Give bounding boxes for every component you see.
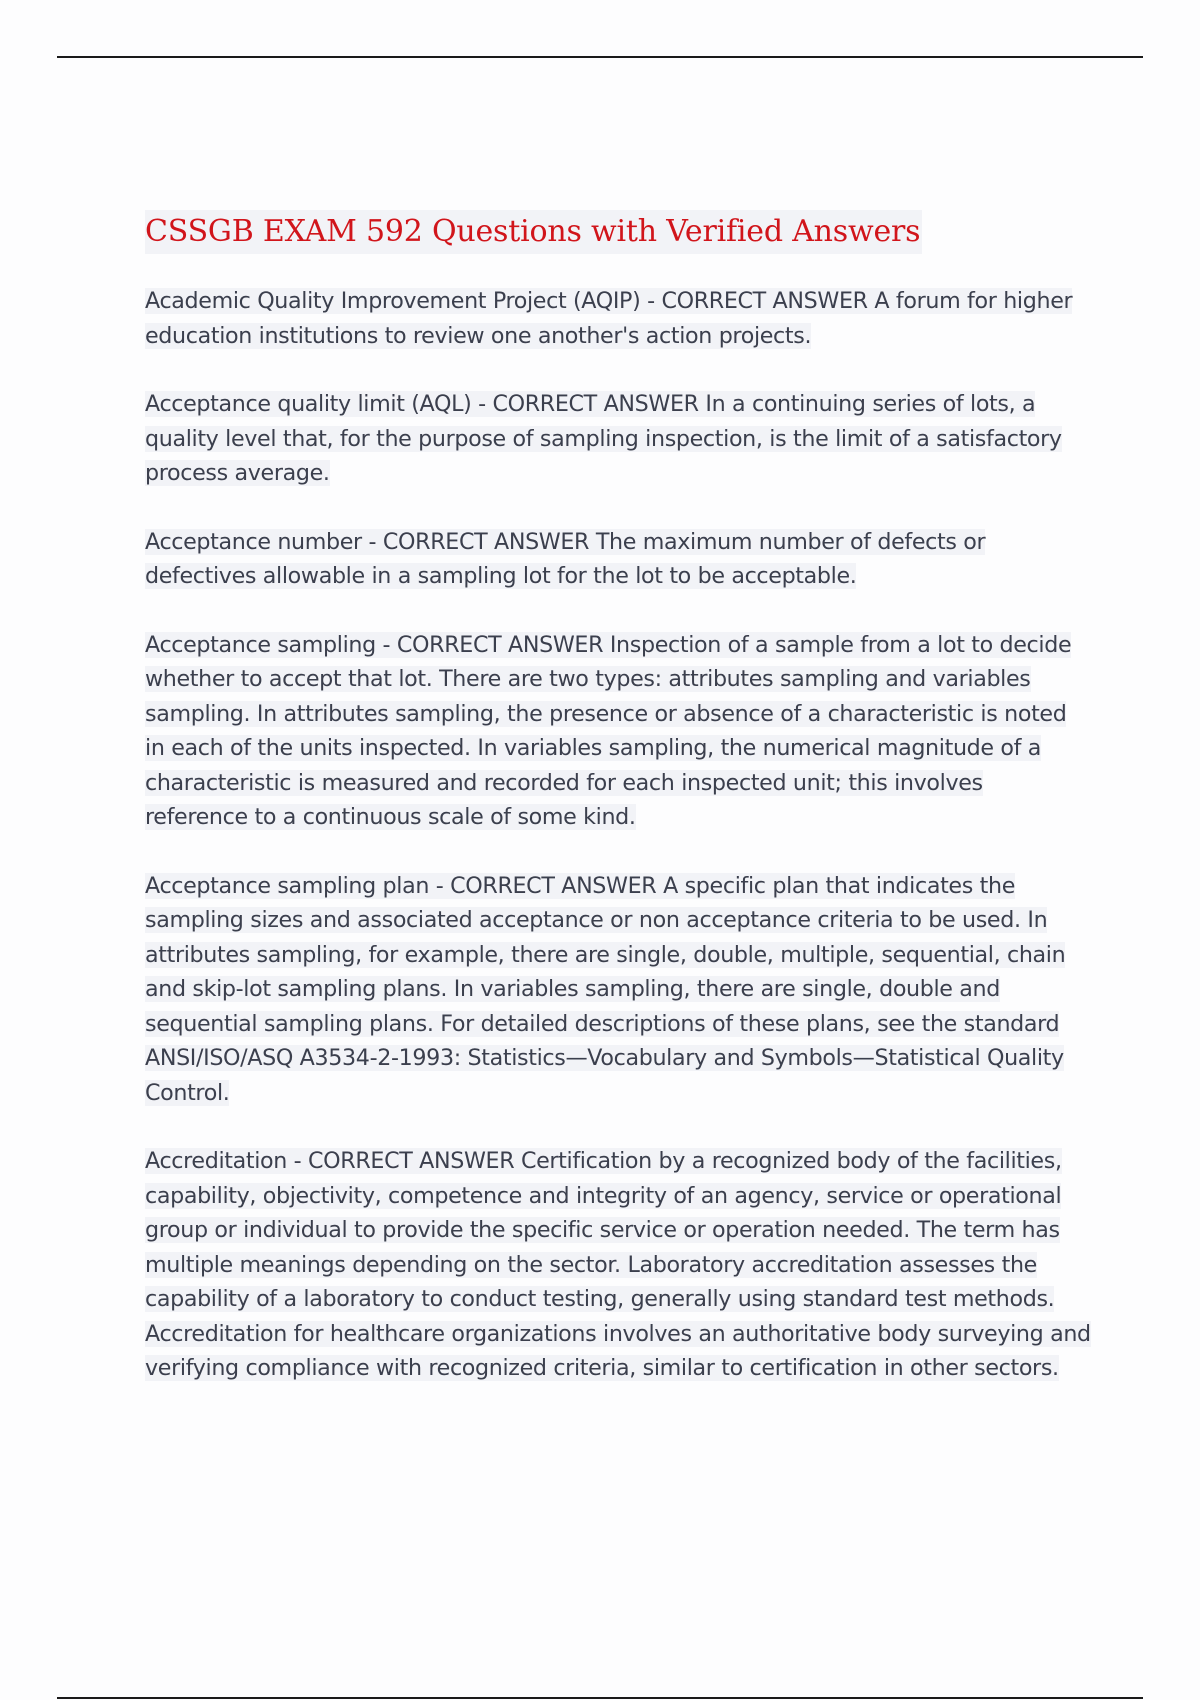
definition-text: Acceptance sampling plan - CORRECT ANSWER A specific plan that indicates the sampling sizes and associated acceptance or non acceptance criteria to be used. In attributes sampling, for example, there are single, double, multiple, sequential, chain and skip-lot sampling plans. In variables sampling, there are single, double and sequential sampling plans. For detailed descriptions of these plans, see the standard ANSI/ISO/ASQ A3534-2-1993: Statistics—Vocabulary and Symbols—Statistical Quality Control. bbox=[145, 872, 1066, 1106]
definition-entry bbox=[145, 869, 1091, 1111]
document-body bbox=[145, 210, 1091, 1420]
definition-entry bbox=[145, 525, 1091, 594]
definition-entry bbox=[145, 387, 1091, 491]
definition-text: Academic Quality Improvement Project (AQIP) - CORRECT ANSWER A forum for higher education institutions to review one another's action projects. bbox=[145, 288, 1073, 349]
bottom-divider bbox=[57, 1697, 1143, 1699]
definition-text: Acceptance sampling - CORRECT ANSWER Inspection of a sample from a lot to decide whether to accept that lot. There are two types: attributes sampling and variables sampling. In attributes sampling, the presence or absence of a characteristic is noted in each of the units inspected. In variables sampling, the numerical magnitude of a characteristic is measured and recorded for each inspected unit; this involves reference to a continuous scale of some kind. bbox=[145, 631, 1072, 830]
definition-entry bbox=[145, 1144, 1091, 1386]
definition-entry bbox=[145, 628, 1091, 835]
definition-text: Acceptance quality limit (AQL) - CORRECT ANSWER In a continuing series of lots, a quality level that, for the purpose of sampling inspection, is the limit of a satisfactory process average. bbox=[145, 391, 1062, 486]
definition-text: Acceptance number - CORRECT ANSWER The maximum number of defects or defectives allowable in a sampling lot for the lot to be acceptable. bbox=[145, 528, 986, 589]
definition-text: Accreditation - CORRECT ANSWER Certification by a recognized body of the facilities, capability, objectivity, competence and integrity of an agency, service or operational group or individual to provide the specific service or operation needed. The term has multiple meanings depending on the sector. Laboratory accreditation assesses the capability of a laboratory to conduct testing, generally using standard test methods. Accreditation for healthcare organizations involves an authoritative body surveying and verifying compliance with recognized criteria, similar to certification in other sectors. bbox=[145, 1148, 1091, 1381]
definition-entry bbox=[145, 284, 1091, 353]
top-divider bbox=[57, 56, 1143, 58]
document-title: CSSGB EXAM 592 Questions with Verified Answers bbox=[145, 210, 922, 254]
